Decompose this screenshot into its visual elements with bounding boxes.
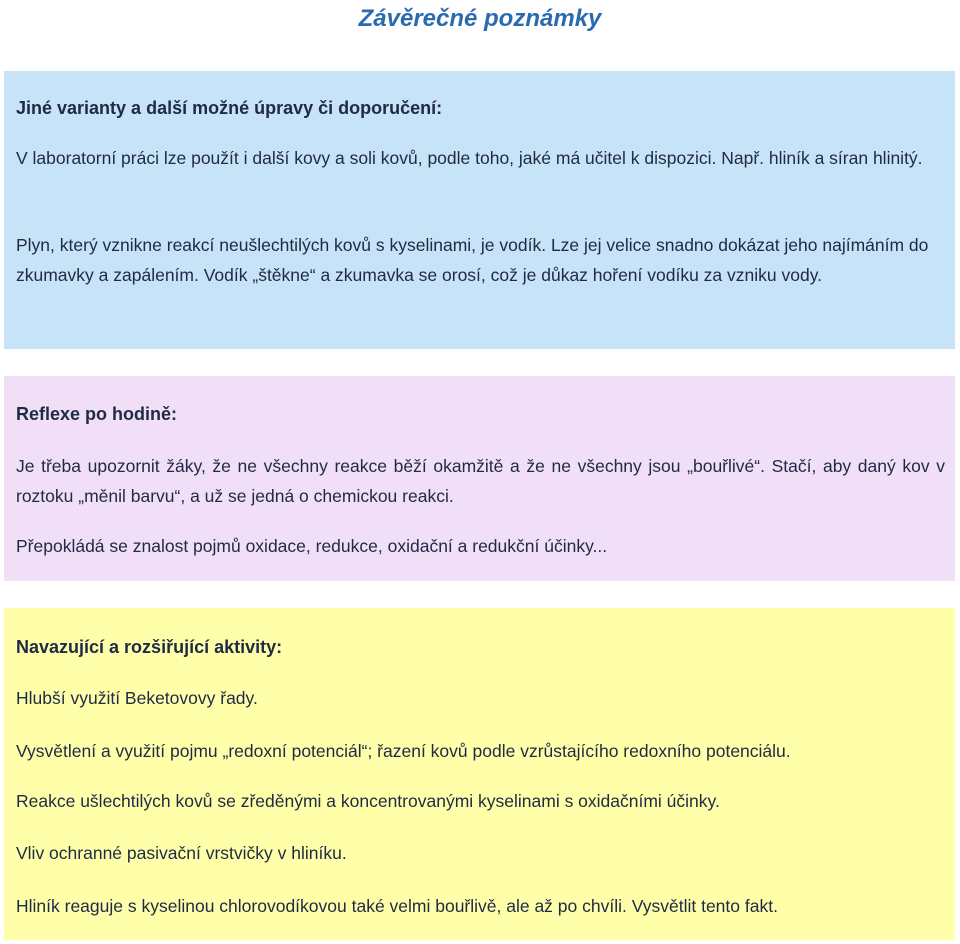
followup-heading: Navazující a rozšiřující aktivity: — [16, 637, 283, 657]
variants-heading: Jiné varianty a další možné úpravy či doporučení: — [16, 98, 443, 118]
reflection-paragraph-reactions: Je třeba upozornit žáky, že ne všechny reakce běží okamžitě a že ne všechny jsou „bouřlivé“. Stačí, aby daný kov v roztoku „měnil barvu“, a už se jedná o chemickou reakci. — [16, 456, 945, 506]
followup-section — [4, 608, 955, 940]
followup-item: Vliv ochranné pasivační vrstvičky v hliníku. — [16, 843, 347, 863]
reflection-paragraph-knowledge: Přepokládá se znalost pojmů oxidace, redukce, oxidační a redukční účinky... — [16, 536, 608, 556]
followup-item: Hlubší využití Beketovovy řady. — [16, 688, 258, 708]
variants-paragraph-metals: V laboratorní práci lze použít i další kovy a soli kovů, podle toho, jaké má učitel k dispozici. Např. hliník a síran hlinitý. — [16, 148, 923, 168]
followup-item: Hliník reaguje s kyselinou chlorovodíkovou také velmi bouřlivě, ale až po chvíli. Vysvětlit tento fakt. — [16, 896, 778, 916]
variants-paragraph-hydrogen: Plyn, který vznikne reakcí neušlechtilých kovů s kyselinami, je vodík. Lze jej velice snadno dokázat jeho najímáním do zkumavky a zapálením. Vodík „štěkne“ a zkumavka se orosí, což je důkaz hoření vodíku za vzniku vody. — [16, 235, 929, 285]
page-title: Závěrečné poznámky — [358, 5, 602, 32]
followup-item: Reakce ušlechtilých kovů se zředěnými a koncentrovanými kyselinami s oxidačními účinky. — [16, 791, 720, 811]
variants-section — [4, 71, 955, 349]
followup-item: Vysvětlení a využití pojmu „redoxní potenciál“; řazení kovů podle vzrůstajícího redoxního potenciálu. — [16, 741, 791, 761]
reflection-heading: Reflexe po hodině: — [16, 404, 178, 424]
reflection-section — [4, 376, 955, 581]
